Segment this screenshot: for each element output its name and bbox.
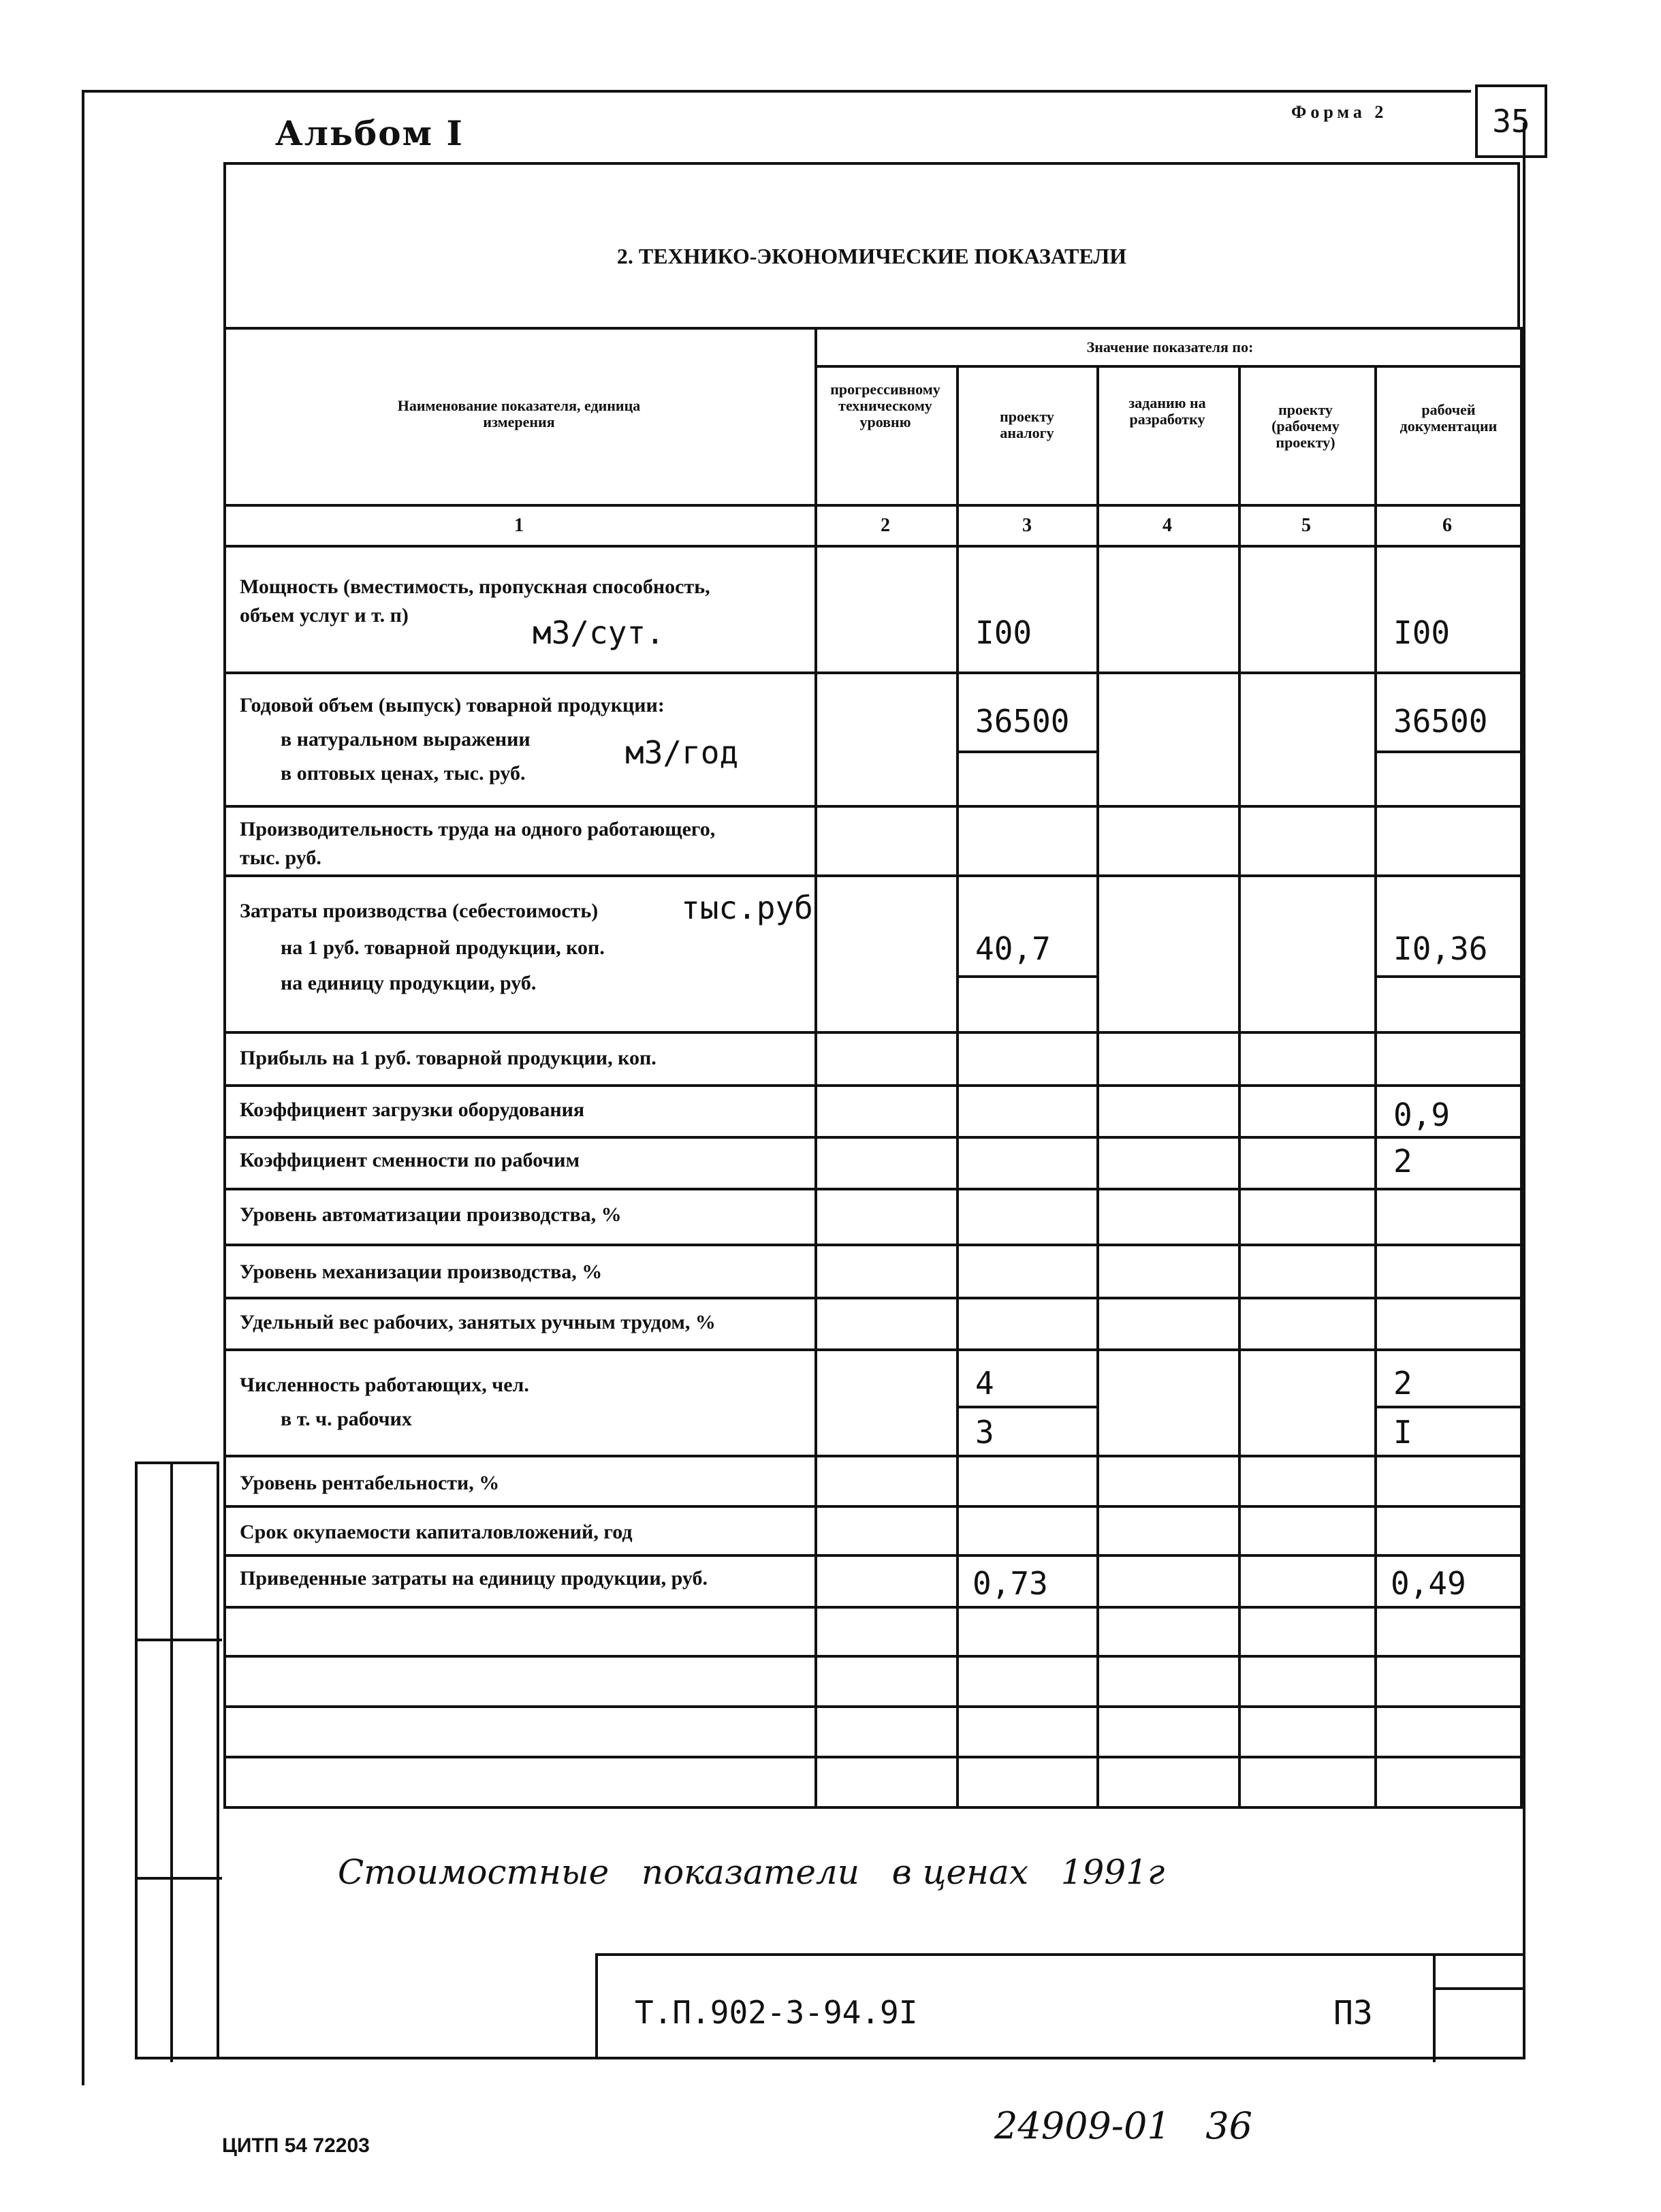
col-num-1: 1 — [514, 515, 524, 536]
table-row: Численность работающих, чел. в т. ч. рабочих 4 2 — [225, 1350, 1521, 1407]
col-num-4: 4 — [1162, 515, 1172, 536]
title-box — [223, 162, 1520, 330]
frame-right — [1523, 123, 1525, 2059]
frame-top — [82, 90, 1471, 93]
table-row: Коэффициент сменности по рабочим 2 — [225, 1137, 1521, 1189]
page-number-box — [1475, 84, 1547, 158]
footer-left: ЦИТП 54 72203 — [222, 2134, 370, 2157]
table-row: Производительность труда на одного работающего, тыс. руб. — [225, 806, 1521, 876]
stamp-block — [595, 1953, 1523, 2059]
indicators-table: Наименование показателя, единица измерения Значение показателя по: прогрессивному техническому уровню проекту аналогу заданию на разработку проекту (рабочему проекту) рабочей документации 1 2 3 4 5 6 Мощность (вместимость, пропускная способность, объем услуг и т. п) м3/сут. I00 I00 Годовой объем (выпуск) товарной продукции: в натуральном выражении в оптовых ценах, тыс. руб. м3/год 36500 36500 Производительность труда на одного работающего, тыс. руб. Затраты производства (себестоимость) тыс.руб на 1 руб. товарной продукции, коп. на единицу продукции, руб. 40,7 I0,36 Прибыль на 1 руб. товарной продукции, коп. Коэффициент загрузки оборудования 0,9 Коэффициент сменности по рабочим 2 Уровень автоматизации производства, % Уровень механизации производства, % Удельный вес рабочих, занятых ручным трудом, % Численность работающих, чел. в т. ч. рабочих 4 2 3 I Уровень рентабельности, % Срок окупаемости капиталовложений, год Приведенные затраты на единицу продукции, руб. 0,73 0,49 — [223, 327, 1523, 1809]
col-num-6: 6 — [1442, 515, 1452, 536]
frame-left — [82, 90, 84, 2085]
table-row — [225, 1757, 1521, 1807]
sheet-code: П3 — [1333, 1994, 1373, 2032]
header-group-cell: Значение показателя по: — [816, 328, 1521, 366]
table-row: Затраты производства (себестоимость) тыс.руб на 1 руб. товарной продукции, коп. на единицу продукции, руб. 40,7 I0,36 — [225, 876, 1521, 977]
table-row: Уровень рентабельности, % — [225, 1456, 1521, 1506]
price-note: Стоимостные показатели в ценах 1991г — [338, 1852, 1165, 1892]
header-name-cell: Наименование показателя, единица измерения — [225, 328, 816, 505]
document-code: Т.П.902-3-94.9I — [635, 1994, 918, 2031]
table-row — [225, 1707, 1521, 1757]
table-row — [225, 1607, 1521, 1656]
table-row: Удельный вес рабочих, занятых ручным трудом, % — [225, 1298, 1521, 1350]
table-row: Мощность (вместимость, пропускная способность, объем услуг и т. п) м3/сут. I00 I00 — [225, 546, 1521, 673]
form-label: Форма 2 — [1291, 102, 1388, 122]
col-num-2: 2 — [881, 515, 890, 536]
album-label: Альбом I — [275, 113, 464, 153]
binding-margin — [135, 1462, 219, 2059]
table-row: Срок окупаемости капиталовложений, год — [225, 1506, 1521, 1555]
table-row: Годовой объем (выпуск) товарной продукции: в натуральном выражении в оптовых ценах, тыс. руб. м3/год 36500 36500 — [225, 673, 1521, 752]
col-num-3: 3 — [1022, 515, 1032, 536]
table-row — [225, 1656, 1521, 1707]
col-num-5: 5 — [1301, 515, 1311, 536]
page-number: 35 — [1492, 103, 1530, 140]
table-row: Уровень механизации производства, % — [225, 1245, 1521, 1298]
page-title: 2. ТЕХНИКО-ЭКОНОМИЧЕСКИЕ ПОКАЗАТЕЛИ — [616, 244, 1127, 268]
table-row: Приведенные затраты на единицу продукции, руб. 0,73 0,49 — [225, 1555, 1521, 1607]
table-row: Уровень автоматизации производства, % — [225, 1189, 1521, 1245]
footer-right: 24909-01 36 — [994, 2104, 1252, 2147]
table-row: Прибыль на 1 руб. товарной продукции, коп. — [225, 1032, 1521, 1086]
table-row: Коэффициент загрузки оборудования 0,9 — [225, 1086, 1521, 1137]
